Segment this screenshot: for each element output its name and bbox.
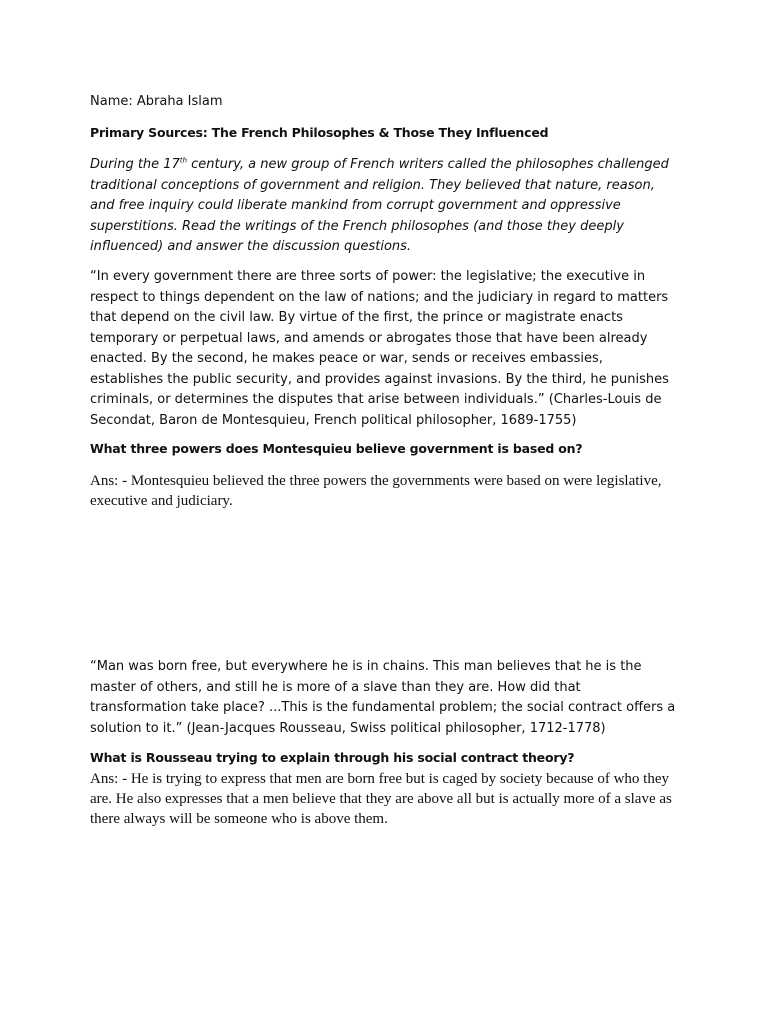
montesquieu-quote: “In every government there are three sorts of power: the legislative; the executive in respect to things dependent on the law of nations; and the judiciary in regard to matters that depend on the civil law. By virtue of the first, the prince or magistrate enacts temporary or perpetual laws, and amends or abrogates those that have been already enacted. By the second, he makes peace or war, sends or receives embassies, establishes the public security, and provides against invasions. By the third, he punishes criminals, or determines the disputes that arise between individuals.” (Charles-Louis de Secondat, Baron de Montesquieu, French political philosopher, 1689-1755) — [90, 269, 669, 428]
question-rousseau: What is Rousseau trying to explain through his social contract theory? — [90, 750, 575, 765]
rousseau-quote: “Man was born free, but everywhere he is in chains. This man believes that he is the master of others, and still he is more of a slave than they are. How did that transformation take place? ...This is the fundamental problem; the social contract offers a solution to it.” (Jean-Jacques Rousseau, Swiss political philosopher, 1712-1778) — [90, 659, 676, 736]
question-montesquieu: What three powers does Montesquieu believe government is based on? — [90, 441, 583, 456]
intro-paragraph — [90, 155, 680, 258]
intro-superscript: th — [179, 156, 188, 165]
answer-montesquieu: Ans: - Montesquieu believed the three powers the governments were based on were legislative, executive and judiciary. — [90, 473, 662, 509]
student-name: Name: Abraha Islam — [90, 94, 223, 109]
intro-text-rest: century, a new group of French writers called the philosophes challenged traditional conceptions of government and religion. They believed that nature, reason, and free inquiry could liberate mankind from corrupt government and oppressive superstitions. Read the writings of the French philosophes (and those they deeply influenced) and answer the discussion questions. — [90, 157, 669, 254]
intro-text-start: During the 17 — [90, 157, 180, 172]
answer-rousseau: Ans: - He is trying to express that men are born free but is caged by society because of who they are. He also expresses that a men believe that they are above all but is actually more of a slave as there always will be someone who is above them. — [90, 771, 672, 827]
document-title: Primary Sources: The French Philosophes & Those They Influenced — [90, 125, 549, 140]
